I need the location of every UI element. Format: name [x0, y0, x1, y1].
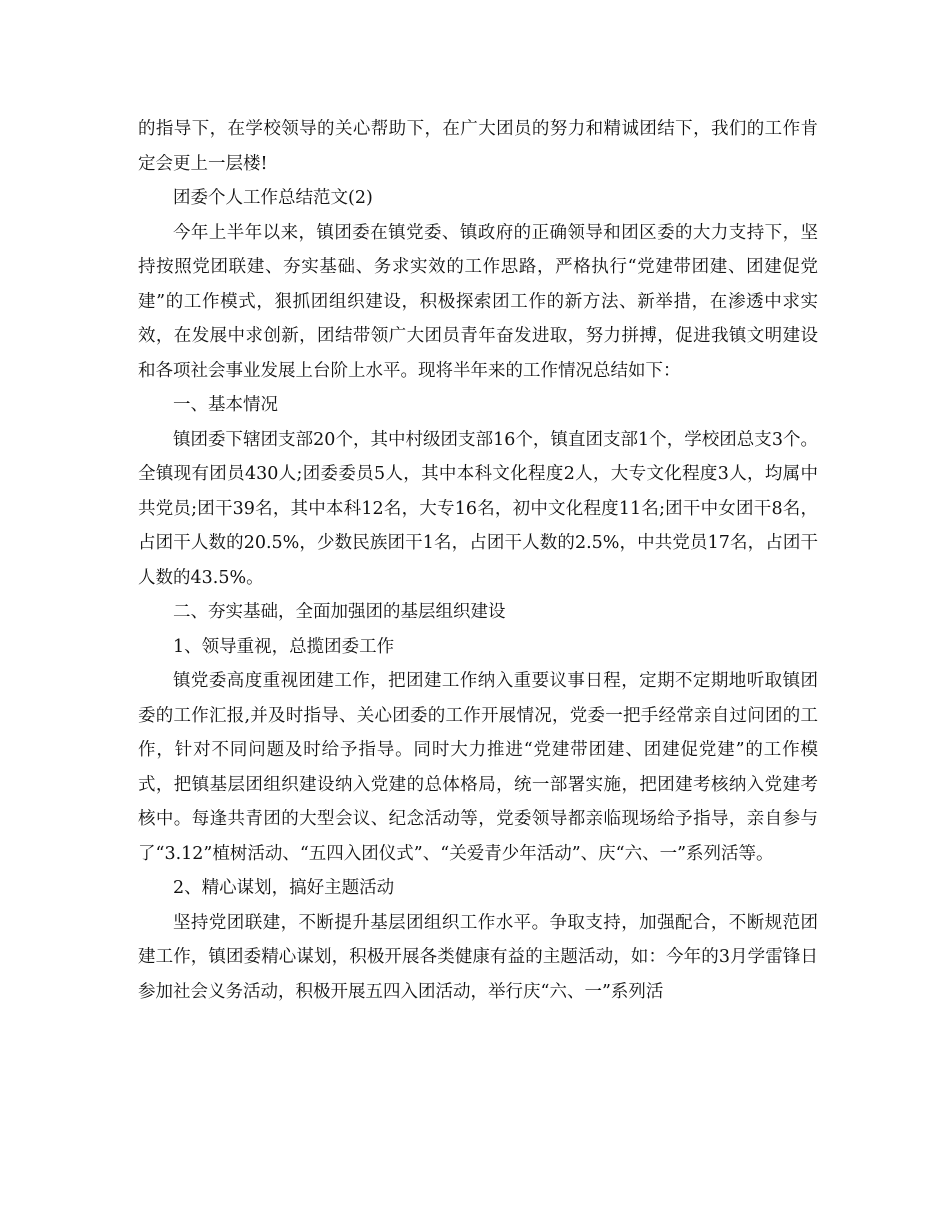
basic-situation-paragraph: 镇团委下辖团支部20个，其中村级团支部16个，镇直团支部1个，学校团总支3个。全镇现有团员430人;团委委员5人，其中本科文化程度2人，大专文化程度3人，均属中共党员;团干39名，其中本科12名，大专16名，初中文化程度11名;团干中女团干8名，占团干人数的20.5%，少数民族团干1名，占团干人数的2.5%，中共党员17名，占团干人数的43.5%。 [138, 429, 818, 588]
article-title: 团委个人工作总结范文(2) [173, 188, 373, 208]
subheading-activities: 2、精心谋划，搞好主题活动 [173, 878, 395, 898]
document-page [138, 112, 818, 1009]
continuation-paragraph: 的指导下，在学校领导的关心帮助下，在广大团员的努力和精诚团结下，我们的工作肯定会更上一层楼! [138, 119, 818, 174]
section-heading-foundation: 二、夯实基础，全面加强团的基层组织建设 [173, 602, 506, 622]
activities-paragraph: 坚持党团联建，不断提升基层团组织工作水平。争取支持，加强配合，不断规范团建工作，镇团委精心谋划，积极开展各类健康有益的主题活动，如：今年的3月学雷锋日参加社会义务活动，积极开展五四入团活动，举行庆“六、一”系列活 [138, 912, 818, 1002]
subheading-leadership: 1、领导重视，总揽团委工作 [173, 636, 395, 657]
intro-paragraph: 今年上半年以来，镇团委在镇党委、镇政府的正确领导和团区委的大力支持下，坚持按照党团联建、夯实基础、务求实效的工作思路，严格执行“党建带团建、团建促党建”的工作模式，狠抓团组织建设，积极探索团工作的新方法、新举措，在渗透中求实效，在发展中求创新，团结带领广大团员青年奋发进取，努力拼搏，促进我镇文明建设和各项社会事业发展上台阶上水平。现将半年来的工作情况总结如下： [138, 222, 818, 381]
leadership-paragraph: 镇党委高度重视团建工作，把团建工作纳入重要议事日程，定期不定期地听取镇团委的工作汇报,并及时指导、关心团委的工作开展情况，党委一把手经常亲自过问团的工作，针对不同问题及时给予指导。同时大力推进“党建带团建、团建促党建”的工作模式，把镇基层团组织建设纳入党建的总体格局，统一部署实施，把团建考核纳入党建考核中。每逢共青团的大型会议、纪念活动等，党委领导都亲临现场给予指导，亲自参与了“3.12”植树活动、“五四入团仪式”、“关爱青少年活动”、庆“六、一”系列活等。 [138, 671, 818, 864]
section-heading-basic-situation: 一、基本情况 [173, 395, 278, 415]
